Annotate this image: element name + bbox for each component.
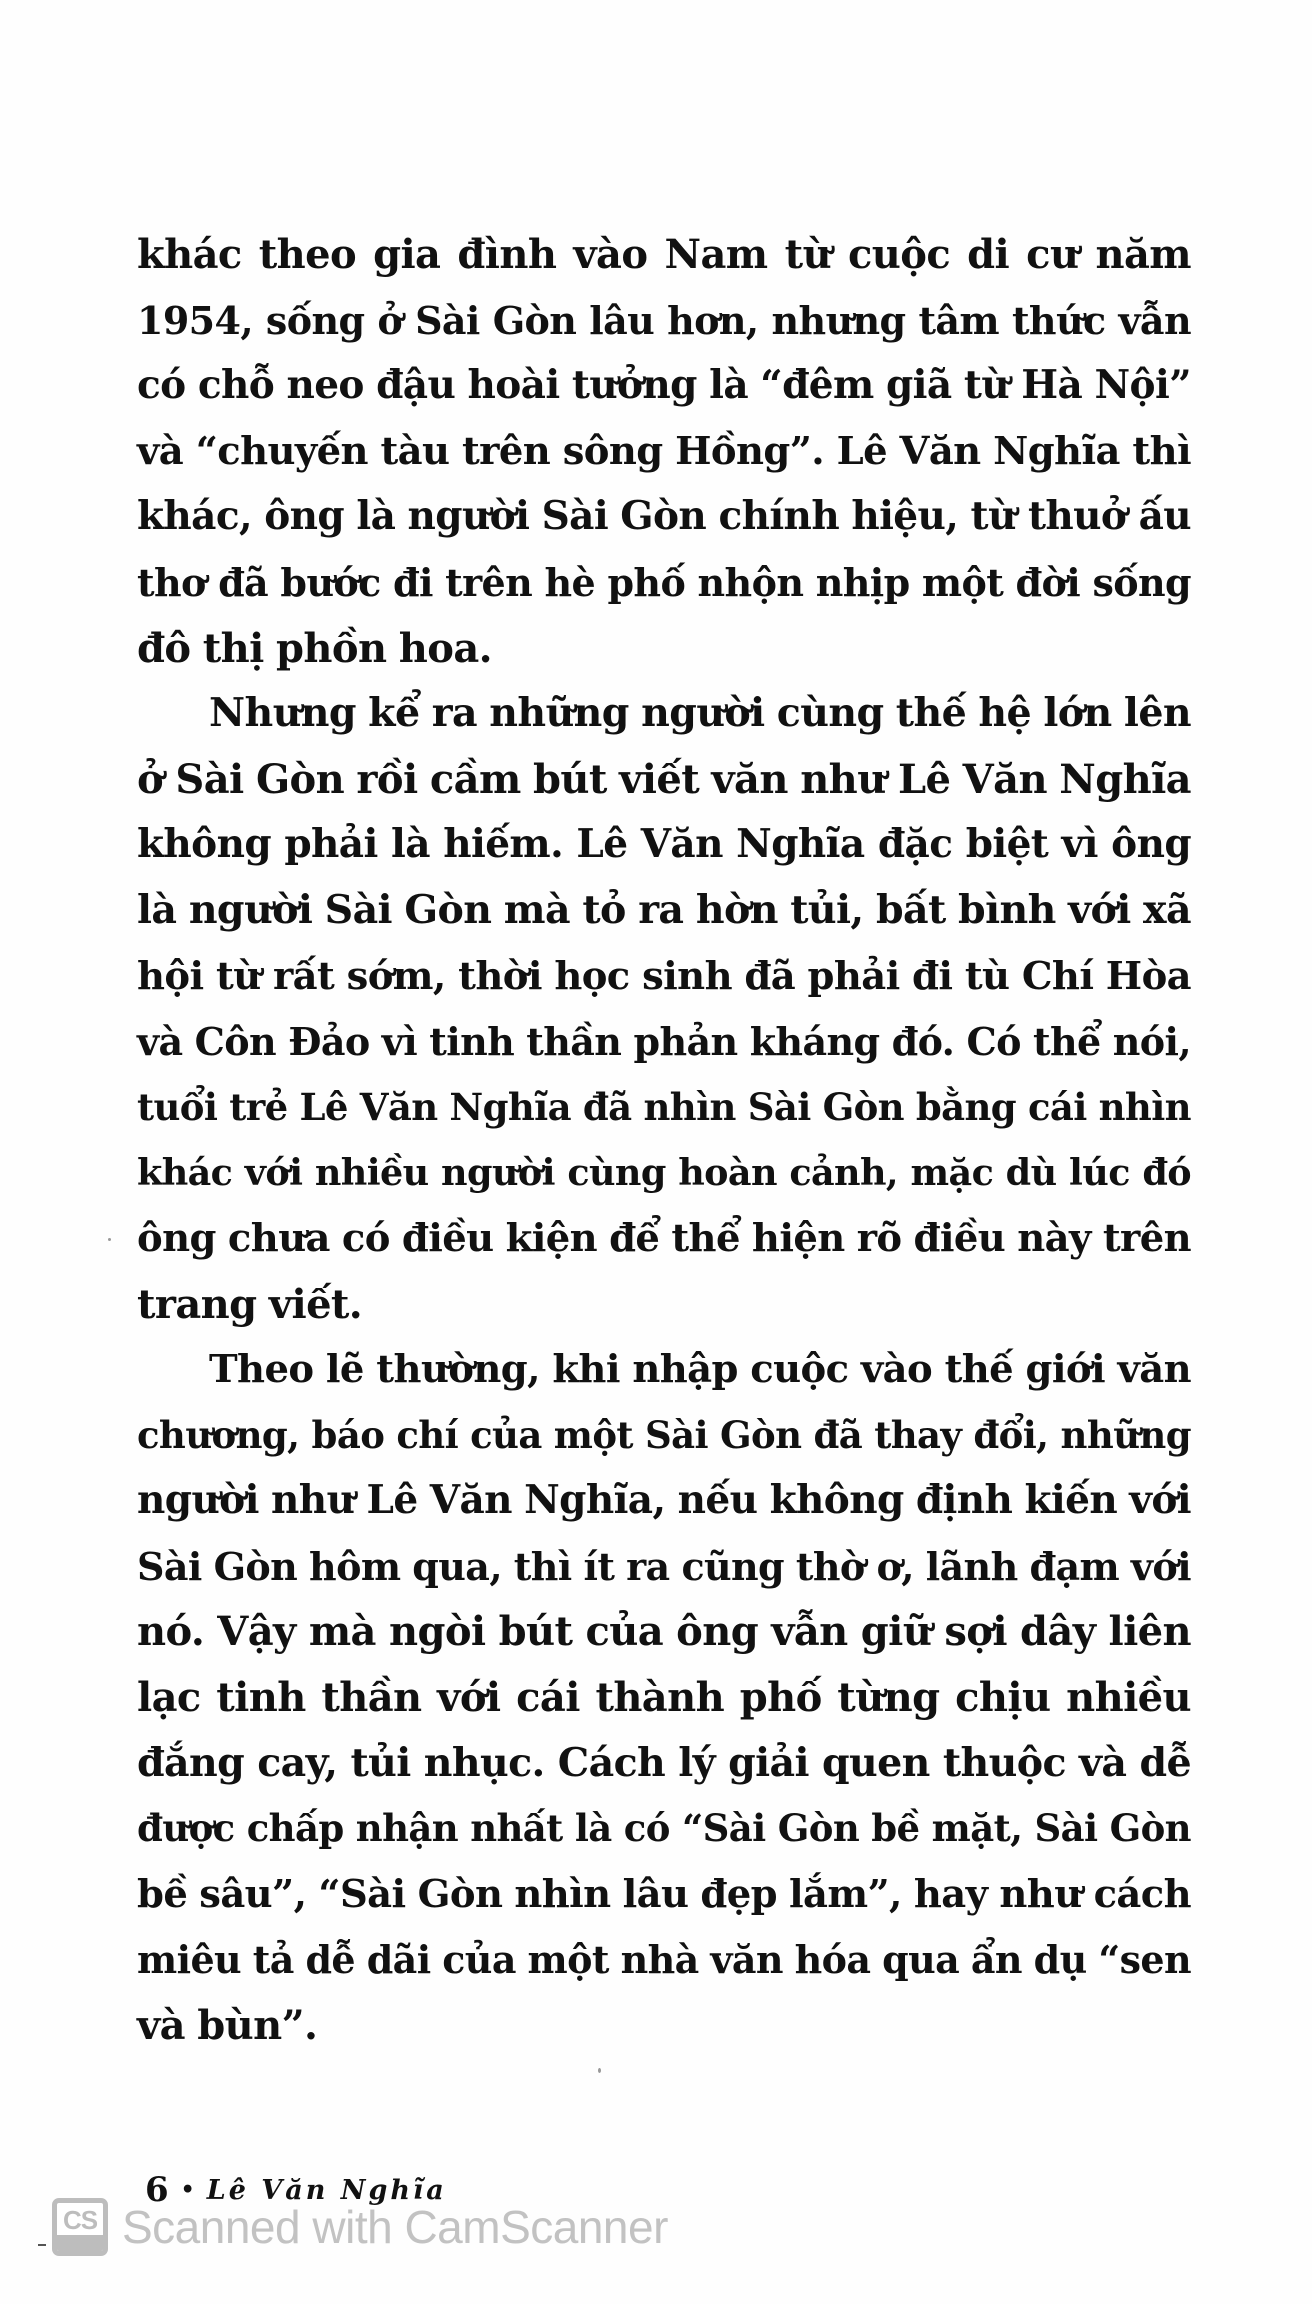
camscanner-logo-bar bbox=[57, 2235, 103, 2251]
text-line: khác theo gia đình vào Nam từ cuộc di cư năm bbox=[137, 231, 1191, 278]
text-line: và Côn Đảo vì tinh thần phản kháng đó. Có thể nói, bbox=[137, 1019, 1191, 1065]
text-line: bề sâu”, “Sài Gòn nhìn lâu đẹp lắm”, hay như cách bbox=[137, 1871, 1191, 1917]
camscanner-logo-icon bbox=[52, 2198, 108, 2256]
text-line: đắng cay, tủi nhục. Cách lý giải quen thuộc và dễ bbox=[137, 1739, 1191, 1786]
text-line: hội từ rất sớm, thời học sinh đã phải đi tù Chí Hòa bbox=[137, 953, 1191, 999]
page-number: 6 bbox=[145, 2170, 169, 2210]
text-line: được chấp nhận nhất là có “Sài Gòn bề mặt, Sài Gòn bbox=[137, 1806, 1191, 1851]
text-line: đô thị phồn hoa. bbox=[137, 624, 492, 672]
text-line: tuổi trẻ Lê Văn Nghĩa đã nhìn Sài Gòn bằng cái nhìn bbox=[137, 1084, 1191, 1129]
camscanner-watermark bbox=[52, 2198, 668, 2256]
scan-artifact-dash bbox=[38, 2244, 46, 2246]
text-line: lạc tinh thần với cái thành phố từng chịu nhiều bbox=[137, 1674, 1191, 1722]
text-line: có chỗ neo đậu hoài tưởng là “đêm giã từ Hà Nội” bbox=[137, 362, 1191, 409]
text-line: chương, báo chí của một Sài Gòn đã thay đổi, những bbox=[137, 1412, 1191, 1457]
text-line: ở Sài Gòn rồi cầm bút viết văn như Lê Văn Nghĩa bbox=[137, 755, 1191, 803]
text-line: và “chuyến tàu trên sông Hồng”. Lê Văn Nghĩa thì bbox=[137, 428, 1191, 474]
text-line: Sài Gòn hôm qua, thì ít ra cũng thờ ơ, lãnh đạm với bbox=[137, 1543, 1191, 1589]
text-line: Theo lẽ thường, khi nhập cuộc vào thế giới văn bbox=[209, 1347, 1191, 1393]
footer-separator: • bbox=[180, 2177, 195, 2203]
camscanner-logo-text: CS bbox=[62, 2205, 98, 2235]
text-line: ông chưa có điều kiện để thể hiện rõ điều này trên bbox=[137, 1215, 1191, 1261]
text-line: thơ đã bước đi trên hè phố nhộn nhịp một đời sống bbox=[137, 559, 1191, 605]
text-line: và bùn”. bbox=[137, 2002, 318, 2050]
scan-speck bbox=[598, 2068, 601, 2073]
text-line: miêu tả dễ dãi của một nhà văn hóa qua ẩn dụ “sen bbox=[137, 1937, 1191, 1983]
scan-speck bbox=[108, 1238, 111, 1241]
text-line: khác với nhiều người cùng hoàn cảnh, mặc dù lúc đó bbox=[137, 1151, 1191, 1195]
text-line: không phải là hiếm. Lê Văn Nghĩa đặc biệt vì ông bbox=[137, 821, 1191, 868]
text-line: là người Sài Gòn mà tỏ ra hờn tủi, bất bình với xã bbox=[137, 886, 1191, 933]
text-line: 1954, sống ở Sài Gòn lâu hơn, nhưng tâm thức vẫn bbox=[137, 297, 1191, 343]
text-line: nó. Vậy mà ngòi bút của ông vẫn giữ sợi dây liên bbox=[137, 1608, 1191, 1656]
text-line: khác, ông là người Sài Gòn chính hiệu, từ thuở ấu bbox=[137, 493, 1191, 540]
running-head-author: Lê Văn Nghĩa bbox=[206, 2174, 447, 2206]
text-line: Nhưng kể ra những người cùng thế hệ lớn lên bbox=[209, 690, 1191, 737]
text-line: người như Lê Văn Nghĩa, nếu không định kiến với bbox=[137, 1477, 1191, 1524]
watermark-text: Scanned with CamScanner bbox=[122, 2201, 668, 2253]
text-line: trang viết. bbox=[137, 1280, 363, 1328]
body-text bbox=[137, 222, 1191, 2059]
